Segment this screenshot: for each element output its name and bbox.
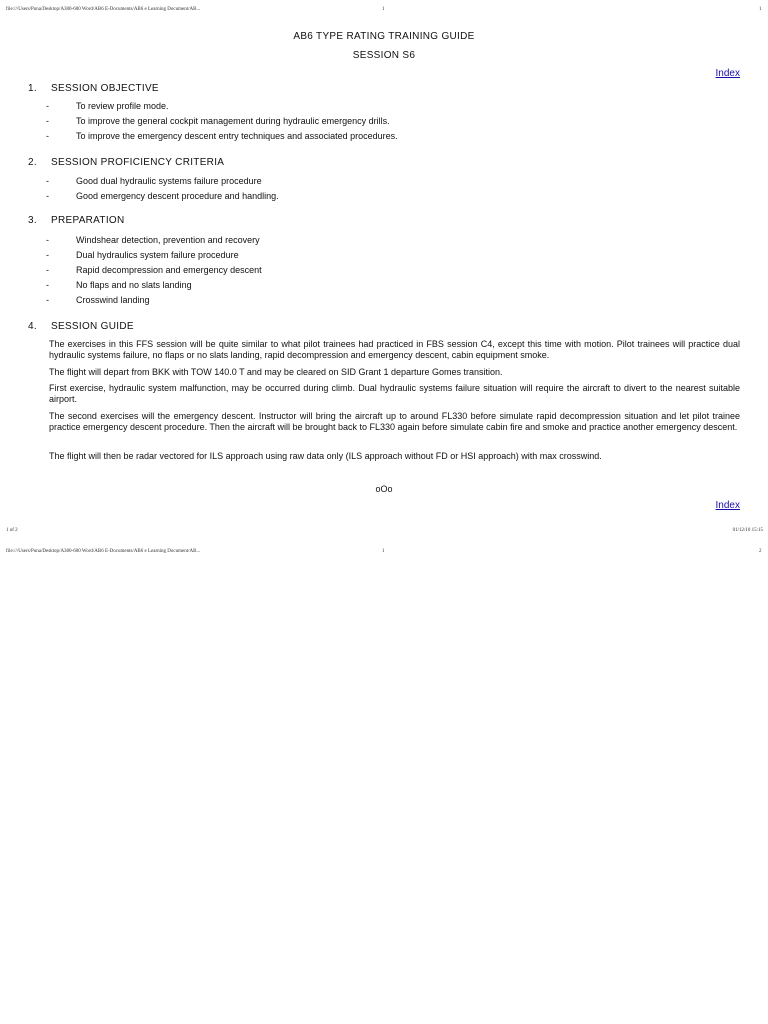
bullet-dash: - xyxy=(46,131,49,141)
list-item-text: To improve the emergency descent entry techniques and associated procedures. xyxy=(76,131,398,141)
bullet-dash: - xyxy=(46,280,49,290)
list-item-text: Windshear detection, prevention and recovery xyxy=(76,235,260,245)
list-item xyxy=(46,248,262,263)
print-header-mid: 1 xyxy=(382,549,385,554)
section-title: SESSION OBJECTIVE xyxy=(51,83,159,94)
list-item-text: No flaps and no slats landing xyxy=(76,280,192,290)
paragraph: The flight will then be radar vectored for ILS approach using raw data only (ILS approach without FD or HSI approach) with max crosswind. xyxy=(49,451,602,461)
list-item xyxy=(46,129,398,144)
list-item xyxy=(46,233,262,248)
bullet-list xyxy=(46,99,398,144)
section-title: SESSION PROFICIENCY CRITERIA xyxy=(51,157,225,168)
page-subtitle: SESSION S6 xyxy=(352,50,416,61)
bullet-dash: - xyxy=(46,295,49,305)
print-header-path: file:///Users/Puna/Desktop/A380-600 Word/AB6 E-Documents/AB6 e Learning Document/AB... xyxy=(6,7,201,12)
print-footer-datetime: 01/12/10 15:15 xyxy=(732,528,763,533)
section-number: 3. xyxy=(28,215,37,226)
list-item-text: Dual hydraulics system failure procedure xyxy=(76,250,239,260)
section-number: 1. xyxy=(28,83,37,94)
list-item-text: Rapid decompression and emergency descent xyxy=(76,265,262,275)
section-heading xyxy=(28,215,125,226)
paragraph: The second exercises will the emergency descent. Instructor will bring the aircraft up to around FL330 before simulate rapid decompression situation and let pilot trainee practice emergency descent procedure. Then the aircraft will be brought back to FL330 again before simulate cabin fire and smoke and practice another emergency descent. xyxy=(49,411,740,432)
print-header xyxy=(0,7,768,17)
list-item xyxy=(46,263,262,278)
bullet-dash: - xyxy=(46,116,49,126)
bullet-dash: - xyxy=(46,101,49,111)
index-link-top[interactable]: Index xyxy=(715,68,740,79)
paragraph: First exercise, hydraulic system malfunction, may be occurred during climb. Dual hydraulic systems failure situation will require the aircraft to divert to the nearest suitable airport. xyxy=(49,383,740,404)
print-header-page: 1 xyxy=(759,7,762,12)
section-title: SESSION GUIDE xyxy=(51,321,134,332)
print-footer-page: 1 of 2 xyxy=(6,528,18,533)
bullet-dash: - xyxy=(46,176,49,186)
section-number: 4. xyxy=(28,321,37,332)
bullet-dash: - xyxy=(46,250,49,260)
section-heading xyxy=(28,157,224,168)
print-header-second xyxy=(0,549,768,559)
bullet-dash: - xyxy=(46,235,49,245)
section-number: 2. xyxy=(28,157,37,168)
bullet-list xyxy=(46,233,262,308)
list-item xyxy=(46,278,262,293)
list-item-text: Good dual hydraulic systems failure procedure xyxy=(76,176,262,186)
end-mark: oOo xyxy=(375,484,393,494)
list-item xyxy=(46,293,262,308)
section-heading xyxy=(28,321,134,332)
paragraph: The flight will depart from BKK with TOW 140.0 T and may be cleared on SID Grant 1 departure Gomes transition. xyxy=(49,367,503,377)
list-item xyxy=(46,174,279,189)
bullet-list xyxy=(46,174,279,204)
print-header-path: file:///Users/Puna/Desktop/A380-600 Word/AB6 E-Documents/AB6 e Learning Document/AB... xyxy=(6,549,201,554)
print-header-page: 2 xyxy=(759,549,762,554)
bullet-dash: - xyxy=(46,191,49,201)
list-item-text: To improve the general cockpit management during hydraulic emergency drills. xyxy=(76,116,390,126)
print-header-mid: 1 xyxy=(382,7,385,12)
paragraph: The exercises in this FFS session will be quite similar to what pilot trainees had practiced in FBS session C4, except this time with motion. Pilot trainees will practice dual hydraulic systems failure, no flaps or no slats landing, rapid decompression and emergency descent, cabin equipment smoke. xyxy=(49,339,740,360)
section-title: PREPARATION xyxy=(51,215,125,226)
section-heading xyxy=(28,83,159,94)
list-item xyxy=(46,99,398,114)
bullet-dash: - xyxy=(46,265,49,275)
page-title: AB6 TYPE RATING TRAINING GUIDE xyxy=(293,31,475,42)
index-link-bottom[interactable]: Index xyxy=(715,500,740,511)
list-item-text: Crosswind landing xyxy=(76,295,150,305)
list-item-text: Good emergency descent procedure and handling. xyxy=(76,191,279,201)
list-item-text: To review profile mode. xyxy=(76,101,169,111)
list-item xyxy=(46,189,279,204)
list-item xyxy=(46,114,398,129)
